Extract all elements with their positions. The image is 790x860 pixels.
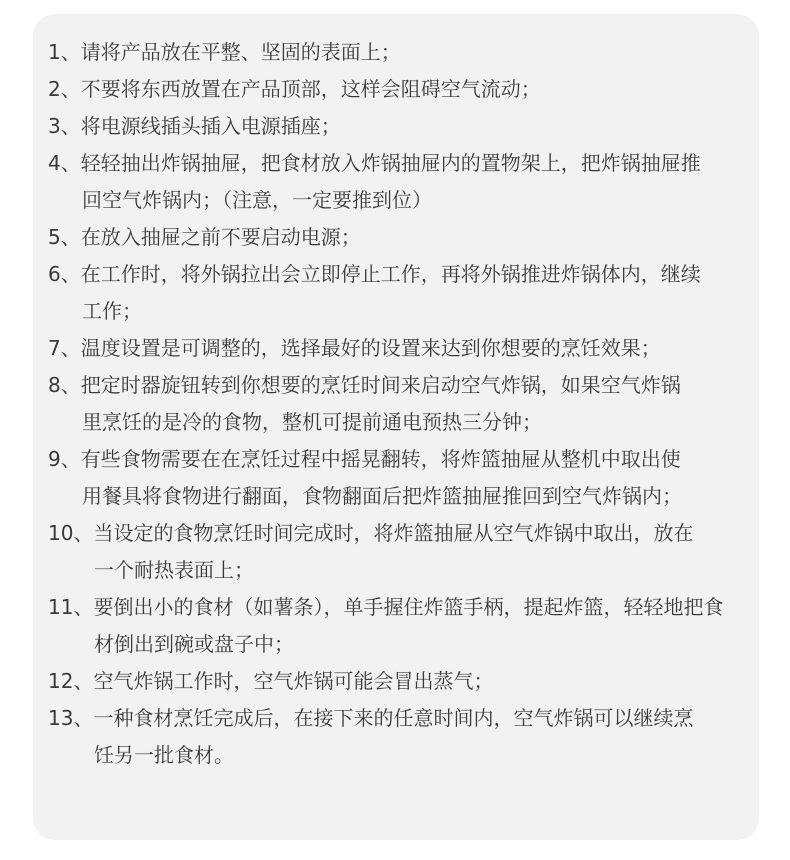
instruction-text-continued: 一个耐热表面上； [94,558,254,582]
instruction-text-continued: 回空气炸锅内；（注意，一定要推到位） [82,188,432,212]
instruction-text: 9、有些食物需要在在烹饪过程中摇晃翻转，将炸篮抽屉从整机中取出使 [48,447,681,471]
instruction-item [33,663,759,700]
instruction-item [33,256,759,330]
instruction-text: 4、轻轻抽出炸锅抽屉，把食材放入炸锅抽屉内的置物架上，把炸锅抽屉推 [48,151,701,175]
instruction-item [33,515,759,589]
instruction-text-continued: 材倒出到碗或盘子中； [94,632,294,656]
instruction-text: 12、空气炸锅工作时，空气炸锅可能会冒出蒸气； [48,669,494,693]
instructions-card [33,14,759,840]
instruction-item [33,219,759,256]
instruction-text: 13、一种食材烹饪完成后，在接下来的任意时间内，空气炸锅可以继续烹 [48,706,694,730]
instruction-text: 10、当设定的食物烹饪时间完成时，将炸篮抽屉从空气炸锅中取出，放在 [48,521,694,545]
instruction-list [33,34,759,774]
instruction-item [33,441,759,515]
instruction-text-continued: 工作； [82,299,142,323]
instruction-item [33,71,759,108]
instruction-item [33,589,759,663]
instruction-text: 1、请将产品放在平整、坚固的表面上； [48,40,401,64]
instruction-text-continued: 饪另一批食材。 [94,743,234,767]
instruction-item [33,367,759,441]
instruction-item [33,108,759,145]
instruction-text-continued: 用餐具将食物进行翻面，食物翻面后把炸篮抽屉推回到空气炸锅内； [82,484,682,508]
instruction-text: 2、不要将东西放置在产品顶部，这样会阻碍空气流动； [48,77,541,101]
instruction-text: 6、在工作时，将外锅拉出会立即停止工作，再将外锅推进炸锅体内，继续 [48,262,701,286]
instruction-text: 3、将电源线插头插入电源插座； [48,114,341,138]
instruction-item [33,34,759,71]
instruction-text: 5、在放入抽屉之前不要启动电源； [48,225,361,249]
instruction-item [33,700,759,774]
instruction-item [33,145,759,219]
instruction-text: 8、把定时器旋钮转到你想要的烹饪时间来启动空气炸锅，如果空气炸锅 [48,373,681,397]
instruction-item [33,330,759,367]
instruction-text: 7、温度设置是可调整的，选择最好的设置来达到你想要的烹饪效果； [48,336,661,360]
instruction-text: 11、要倒出小的食材（如薯条），单手握住炸篮手柄，提起炸篮，轻轻地把食 [48,595,724,619]
instruction-text-continued: 里烹饪的是冷的食物，整机可提前通电预热三分钟； [82,410,542,434]
